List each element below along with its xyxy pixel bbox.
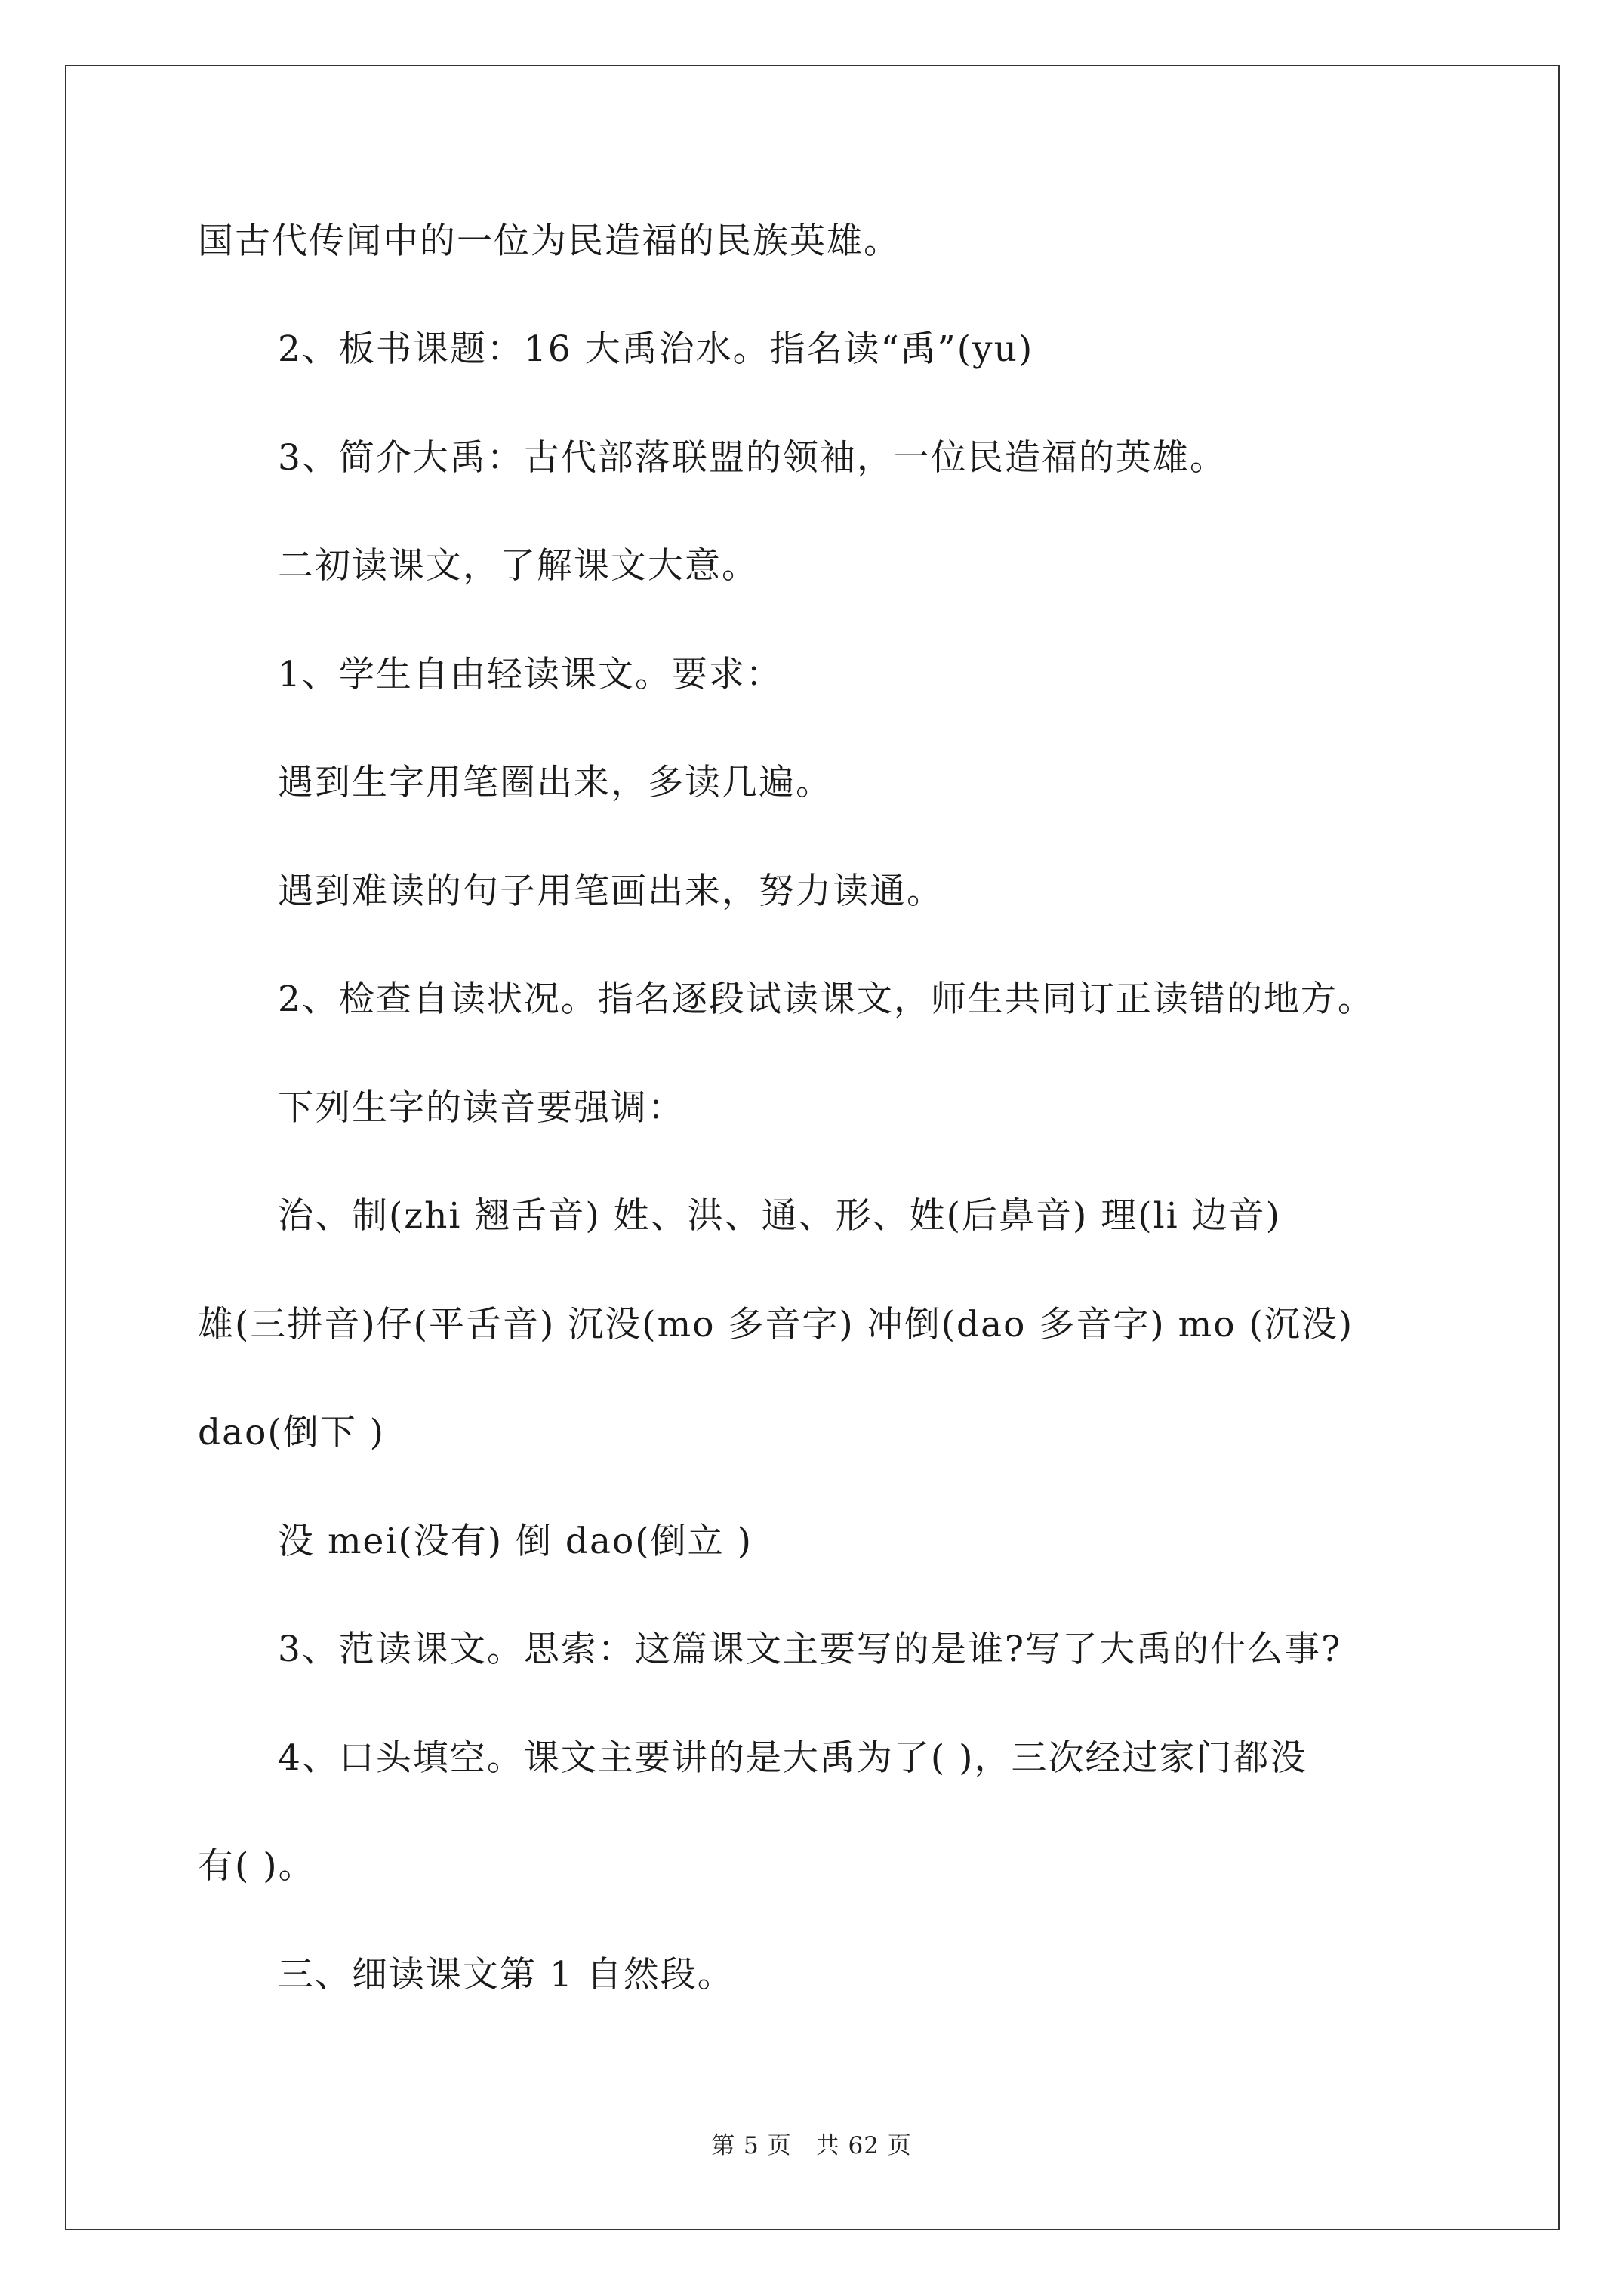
text-line: 三、细读课文第 1 自然段。 <box>278 1954 735 1996</box>
text-line: 遇到生字用笔圈出来，多读几遍。 <box>278 762 833 803</box>
text-line: 遇到难读的句子用笔画出来，努力读通。 <box>278 871 944 912</box>
text-line: dao(倒下 ) <box>198 1412 386 1453</box>
text-line: 治、制(zhi 翘舌音) 姓、洪、通、形、姓(后鼻音) 理(li 边音) <box>278 1195 1281 1237</box>
text-line: 二初读课文，了解课文大意。 <box>278 545 759 587</box>
text-line: 1、学生自由轻读课文。要求： <box>278 654 783 695</box>
text-line: 国古代传闻中的一位为民造福的民族英雄。 <box>198 220 901 262</box>
page-number: 第 5 页 共 62 页 <box>711 2132 912 2159</box>
text-line: 3、范读课文。思索：这篇课文主要写的是谁?写了大禹的什么事? <box>278 1629 1342 1670</box>
text-line: 没 mei(没有) 倒 dao(倒立 ) <box>278 1521 753 1562</box>
text-line: 3、简介大禹：古代部落联盟的领袖，一位民造福的英雄。 <box>278 437 1227 479</box>
text-line: 雄(三拼音)仔(平舌音) 沉没(mo 多音字) 冲倒(dao 多音字) mo (沉没) <box>198 1304 1354 1345</box>
text-line: 2、板书课题：16 大禹治水。指名读“禹”(yu) <box>278 328 1034 370</box>
text-line: 下列生字的读音要强调： <box>278 1087 685 1129</box>
text-line: 4、口头填空。课文主要讲的是大禹为了( )，三次经过家门都没 <box>278 1737 1307 1779</box>
page-border <box>65 65 1560 2230</box>
text-line: 有( )。 <box>198 1845 316 1887</box>
text-line: 2、检查自读状况。指名逐段试读课文，师生共同订正读错的地方。 <box>278 978 1375 1020</box>
